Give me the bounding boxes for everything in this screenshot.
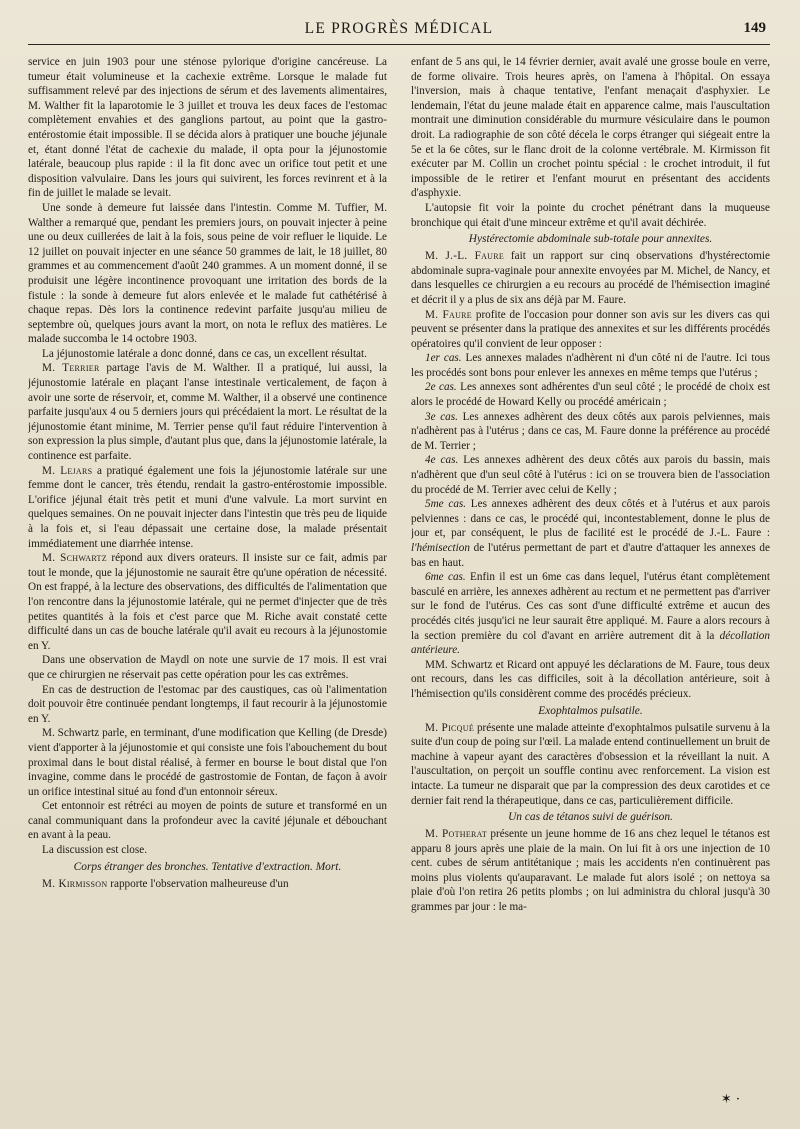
page-number: 149	[743, 20, 766, 36]
case-label: 3e cas.	[425, 410, 458, 423]
paragraph	[411, 308, 770, 352]
speaker-name: M. Terrier	[42, 362, 100, 375]
case-label: 5me cas.	[425, 498, 467, 511]
case-label: 1er cas.	[425, 352, 462, 365]
speaker-name: M. Potherat	[425, 828, 488, 841]
paragraph	[411, 827, 770, 915]
case-label: 2e cas.	[425, 381, 457, 394]
paragraph-text: Les annexes malades n'adhèrent ni d'un côté ni de l'autre. Ici tous les procédés sont bons pour enlever les annexes en même temps que l'utérus ;	[411, 352, 770, 379]
paragraph: La jéjunostomie latérale a donc donné, dans ce cas, un excellent résultat.	[42, 347, 367, 360]
paragraph: En cas de destruction de l'estomac par des caustiques, cas où l'alimentation doit pouvoir être continuée pendant longtemps, il faut recourir à la jéjunostomie en Y.	[28, 683, 387, 725]
speaker-name: M. J.-L. Faure	[425, 250, 505, 263]
paragraph: Cet entonnoir est rétréci au moyen de points de suture et transformé en un canal communiquant dans la profondeur avec la cavité jéjunale et débouchant en avant à la peau.	[28, 800, 387, 842]
paragraph: enfant de 5 ans qui, le 14 février dernier, avait avalé une grosse boule en verre, de forme olivaire. Trois heures après, on l'amena à l'hôpital. On essaya l'inversion, mais à chaque tentative, l'enfant menaçait d'asphyxier. Le lendemain, l'état du jeune malade était en apparence calme, mais l'auscultation montrait une diminution considérable du murmure vésiculaire dans le poumon droit. La radiographie de son côté décela le corps étranger qui siégeait entre la 5e et la 6e côtes, sur le flanc droit de la colonne vertébrale. M. Kirmisson fit exécuter par M. Collin un crochet pointu spécial : le crochet introduit, il fut impossible de le retirer et l'enfant mourut en présentant des accidents d'asphyxie.	[411, 56, 770, 200]
case-paragraph	[411, 570, 770, 658]
case-label: 4e cas.	[425, 454, 459, 467]
speaker-name: M. Faure	[425, 308, 472, 321]
paragraph: L'autopsie fit voir la pointe du crochet pénétrant dans la muqueuse bronchique qui était d'une minceur extrême et qu'il avait déchirée.	[411, 201, 770, 229]
paragraph	[411, 721, 770, 809]
journal-title: LE PROGRÈS MÉDICAL	[304, 20, 494, 37]
right-column	[411, 55, 770, 1127]
left-column	[28, 55, 387, 1127]
speaker-name: M. Picqué	[425, 721, 475, 734]
paragraph	[28, 551, 387, 653]
emphasis-text: décollation antérieure.	[411, 629, 770, 657]
case-paragraph	[411, 380, 770, 409]
paragraph: M. Schwartz parle, en terminant, d'une modification que Kelling (de Dresde) vient d'apporter à la jéjunostomie et qui consiste une fois l'abouchement du bout proximal dans le bout distal réalisé, à fermer en bourse le bout distal que l'on invagine, comme dans le procédé de gastrostomie de Fontan, de façon à avoir un orifice intestinal situé au fond d'un entonnoir séreux.	[28, 727, 387, 798]
case-paragraph	[411, 351, 770, 380]
paragraph-text: Les annexes adhèrent des deux côtés et à l'utérus et aux parois pelviennes : dans ce cas, le procédé qui, incontestablement, donne le plus de jour et, par conséquent, le plus de facilité est le procédé de J.-L. Faure :	[411, 498, 770, 540]
section-heading: Exophtalmos pulsatile.	[538, 704, 643, 717]
speaker-name: M. Schwartz	[42, 552, 107, 565]
section-heading: Un cas de tétanos suivi de guérison.	[508, 811, 673, 824]
speaker-name: M. Kirmisson	[42, 877, 108, 890]
paragraph	[28, 361, 387, 463]
paragraph-text: présente une malade atteinte d'exophtalmos pulsatile survenu à la suite d'un coup de poing sur l'œil. La malade entend continuellement un bruit de machine à vapeur ayant des caractères d'obsession et la réveillant la nuit. A l'auscultation, on perçoit un souffle continu avec renforcement. La vision est intacte. La tumeur ne disparait que par la compression des deux carotides et ce dernier fait rend la thérapeutique, dans ce cas, particulièrement difficile.	[411, 721, 770, 807]
paragraph	[28, 877, 387, 892]
footer-ornament: ✶ ·	[720, 1092, 740, 1107]
page-header	[28, 20, 770, 45]
paragraph-text: rapporte l'observation malheureuse d'un	[107, 877, 289, 890]
paragraph-text: fait un rapport sur cinq observations d'hystérectomie abdominale supra-vaginale pour annexite envoyées par M. Michel, de Nancy, et dans lesquelles ce chirurgien a eu recours au procédé de l'hémisection imaginé et décrit il y a plus de six ans déjà par M. Faure.	[411, 250, 770, 306]
paragraph-text: a pratiqué également une fois la jéjunostomie latérale sur une femme dont le cancer, très étendu, rendait la gastro-entérostomie impossible. L'orifice jéjunal était très petit et muni d'une valvule. La mort survint en quelques semaines. On ne pouvait injecter dans l'intestin que très peu de liquide à la fois et, si l'eau dépassait une certaine dose, la malade présentait immédiatement une diarrhée intense.	[28, 464, 387, 550]
paragraph: Une sonde à demeure fut laissée dans l'intestin. Comme M. Tuffier, M. Walther a remarqué que, pendant les premiers jours, on pouvait injecter à peine une ou deux cuillerées de lait à la fois, sous peine de voir refluer le liquide. Le 12 juillet on pouvait injecter en une séance 50 grammes de lait, le 18 juillet, 80 grammes et au commencement d'août 240 grammes. A un moment donné, il se produisit une légère incontinence provoquant une irritation des bords de la fistule : la sonde à demeure fut alors enlevée et le malade fut cathétérisé à chaque repas. Dès lors la continence redevint parfaite jusqu'au milieu de septembre où, quelques jours avant la mort, on nota le reflux des matières. Le malade succomba le 14 octobre 1903.	[28, 201, 387, 346]
paragraph-text: présente un jeune homme de 16 ans chez lequel le tétanos est apparu 8 jours après une plaie de la main. On lui fit à ors une injection de 10 cent. cubes de sérum antitétanique ; mais les accidents n'en continuèrent pas moins plus violents qu'auparavant. Le malade fut alors isolé ; on nettoya sa plaie d'où l'on retira 26 petits plombs ; on lui administra du chloral jusqu'à 30 grammes par jour : le ma-	[411, 828, 770, 914]
case-paragraph	[411, 453, 770, 497]
case-paragraph	[411, 497, 770, 570]
case-paragraph	[411, 410, 770, 454]
paragraph-text: profite de l'occasion pour donner son avis sur les divers cas qui peuvent se présenter dans la pratique des annexites et sur les différents procédés opératoires qu'il convient de leur opposer :	[411, 308, 770, 350]
paragraph-text: Les annexes adhèrent des deux côtés aux parois pelviennes, mais n'adhèrent pas à l'utérus ; dans ce cas, M. Faure donne la préférence au procédé de M. Terrier ;	[411, 410, 770, 452]
case-label: 6me cas.	[425, 571, 466, 584]
paragraph: service en juin 1903 pour une sténose pylorique d'origine cancéreuse. La tumeur était volumineuse et la cachexie extrême. Lorsque le malade fut suffisamment relevé par des injections de sérum et des lavements alimentaires, M. Walther fit la laparotomie le 3 juillet et trouva les deux faces de l'estomac complètement envahies et des ganglions partout, au point que la gastro-entérostomie était impossible. Il se décida alors à pratiquer une bouche jéjunale et, étant donné l'état de cachexie du malade, il opta pour la jéjunostomie latérale, beaucoup plus rapide : il la fit donc avec un orifice tout petit et une disposition valvulaire. Dans les jours qui suivirent, les forces revinrent et à la fin de juillet le malade se levait.	[28, 56, 387, 200]
paragraph: MM. Schwartz et Ricard ont appuyé les déclarations de M. Faure, tous deux ont recours, dans les cas difficiles, soit à la décollation antérieure, soit à l'hémisection qu'ils considèrent comme des procédés précieux.	[411, 658, 770, 700]
paragraph-text: Les annexes adhèrent des deux côtés aux parois du bassin, mais n'adhèrent que d'un seul côté à l'utérus : ici on se trouvera bien de l'association du procédé de M. Terrier avec celui de Kelly ;	[411, 454, 770, 496]
paragraph-text: Les annexes sont adhérentes d'un seul côté ; le procédé de choix est alors le procédé de Howard Kelly ou procédé américain ;	[411, 381, 770, 409]
paragraph: La discussion est close.	[42, 844, 148, 857]
text-columns	[28, 55, 770, 1127]
paragraph-text: de l'utérus permettant de part et d'autre d'attaquer les annexes de bas en haut.	[411, 542, 770, 569]
paragraph	[28, 464, 387, 552]
paragraph-text: Enfin il est un 6me cas dans lequel, l'utérus étant complètement basculé en arrière, les annexes adhèrent au rectum et ne permettent pas d'arriver sur le fond de l'utérus. Ces cas sont d'une difficulté extrême et aucun des procédés cités jusqu'ici ne leur saurait être appliqué. M. Faure a alors recours à la section première du col d'avant en arrière autrement dit à la	[411, 571, 770, 642]
emphasis-text: l'hémisection	[411, 542, 470, 554]
paragraph-text: répond aux divers orateurs. Il insiste sur ce fait, admis par tout le monde, que la jéjunostomie ne saurait être qu'une opération de nécessité. On est frappé, à la lecture des observations, des difficultés de l'alimentation que l'on rencontre dans la jéjunostomie latérale, qui ne permet d'injecter que de très petites quantités à la fois et c'est parce que M. Riche avait constaté cette difficulté dans un cas de bouche latérale qu'il avait eu recours à la jéjunostomie en Y.	[28, 552, 387, 652]
section-heading: Hystérectomie abdominale sub-totale pour annexites.	[468, 233, 713, 246]
paragraph-text: partage l'avis de M. Walther. Il a pratiqué, lui aussi, la jéjunostomie latérale en plaçant l'anse intestinale verticalement, de façon à avoir une sorte de réservoir, et, comme M. Walther, il a observé une continence parfaite jusqu'aux 4 ou 5 derniers jours qui précédaient la mort. Le résultat de la jéjunostomie étant minime, M. Terrier pense qu'il faut réduire l'intervention à son expression la plus simple, d'autant plus que, dans la jéjunostomie latérale, la continence est parfaite.	[28, 362, 387, 463]
speaker-name: M. Lejars	[42, 464, 93, 477]
section-heading: Corps étranger des bronches. Tentative d'extraction. Mort.	[73, 860, 342, 873]
paragraph: Dans une observation de Maydl on note une survie de 17 mois. Il est vrai que ce chirurgien ne réservait pas cette opération pour les cas extrêmes.	[28, 654, 387, 681]
paragraph	[411, 249, 770, 307]
